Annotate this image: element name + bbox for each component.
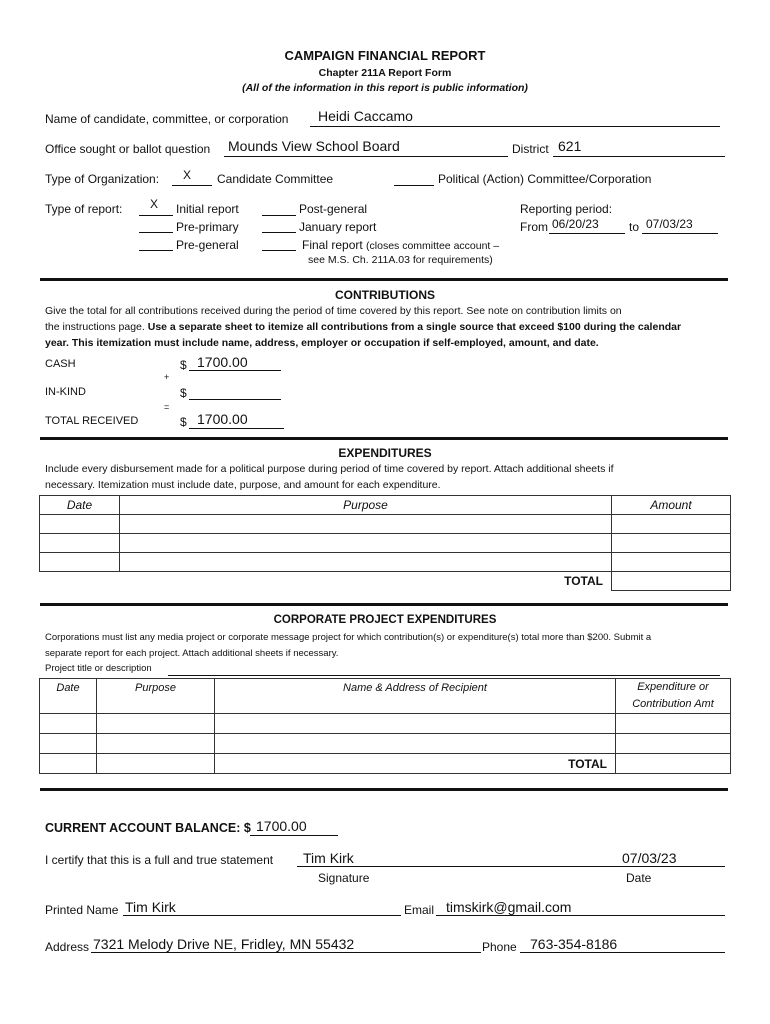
corp-col-recipient: Name & Address of Recipient xyxy=(215,679,616,714)
corporate-text-1: Corporations must list any media project or corporate message project for which contribution(s) or expenditure(s) total more than $200. Submit a xyxy=(45,632,652,643)
corporate-text-2: separate report for each project. Attach additional sheets if necessary. xyxy=(45,648,339,659)
final-note: (closes committee account – xyxy=(366,240,500,252)
total-dollar: $ xyxy=(180,415,187,429)
january-label: January report xyxy=(299,220,377,234)
preprimary-label: Pre-primary xyxy=(176,220,239,234)
email-field[interactable]: timskirk@gmail.com xyxy=(446,899,572,915)
account-balance-label: CURRENT ACCOUNT BALANCE: $ xyxy=(45,821,251,835)
contributions-text-3: year. This itemization must include name, address, employer or occupation if self-employed, amount, and date. xyxy=(45,337,599,349)
signature-field[interactable]: Tim Kirk xyxy=(303,850,354,866)
final-label: Final report xyxy=(302,238,363,252)
cash-field[interactable]: 1700.00 xyxy=(197,354,248,370)
district-field[interactable]: 621 xyxy=(558,138,582,154)
expenditures-text-2: necessary. Itemization must include date, purpose, and amount for each expenditure. xyxy=(45,479,441,491)
col-amount: Amount xyxy=(612,496,731,515)
expenditures-divider xyxy=(40,437,728,440)
district-label: District xyxy=(512,142,549,156)
corp-col-amount-2: Contribution Amt xyxy=(632,698,714,710)
corporate-total-label: TOTAL xyxy=(215,754,616,774)
period-from-label: From xyxy=(520,220,548,234)
corp-col-purpose: Purpose xyxy=(97,679,215,714)
table-row xyxy=(40,734,731,754)
total-received-label: TOTAL RECEIVED xyxy=(45,415,139,427)
org-political-label: Political (Action) Committee/Corporation xyxy=(438,172,652,186)
plus-sign: + xyxy=(164,372,170,382)
corporate-instructions xyxy=(45,630,745,662)
total-line xyxy=(189,428,284,429)
total-row xyxy=(40,754,731,774)
postgeneral-label: Post-general xyxy=(299,202,368,216)
inkind-label: IN-KIND xyxy=(45,386,86,398)
date-field[interactable]: 07/03/23 xyxy=(622,850,677,866)
district-line xyxy=(553,156,725,157)
contributions-text-2a: the instructions page. xyxy=(45,321,148,333)
january-checkbox[interactable] xyxy=(262,232,296,233)
address-field[interactable]: 7321 Melody Drive NE, Fridley, MN 55432 xyxy=(93,936,355,952)
table-cell[interactable] xyxy=(40,714,97,734)
table-cell[interactable] xyxy=(616,734,731,754)
table-cell[interactable] xyxy=(40,734,97,754)
expenditures-total-field[interactable] xyxy=(612,572,731,591)
pregeneral-label: Pre-general xyxy=(176,238,239,252)
phone-label: Phone xyxy=(482,940,517,954)
table-cell[interactable] xyxy=(97,714,215,734)
equals-sign: = xyxy=(164,402,170,412)
org-candidate-line xyxy=(172,185,212,186)
period-to-line xyxy=(642,233,718,234)
final-report-label xyxy=(302,238,499,252)
corporate-divider xyxy=(40,603,728,606)
corp-col-amount xyxy=(616,679,731,714)
table-cell[interactable] xyxy=(612,515,731,534)
cash-line xyxy=(189,370,281,371)
table-cell[interactable] xyxy=(97,734,215,754)
corp-col-amount-1: Expenditure or xyxy=(637,681,709,693)
date-label: Date xyxy=(626,871,652,885)
table-cell[interactable] xyxy=(40,515,120,534)
table-row xyxy=(40,553,731,572)
balance-divider xyxy=(40,788,728,791)
inkind-dollar: $ xyxy=(180,386,187,400)
table-cell[interactable] xyxy=(120,515,612,534)
blank-cell xyxy=(40,572,120,591)
period-from-line xyxy=(549,233,625,234)
name-field[interactable]: Heidi Caccamo xyxy=(318,108,413,124)
table-cell[interactable] xyxy=(97,754,215,774)
org-political-checkbox[interactable] xyxy=(394,185,434,186)
cash-dollar: $ xyxy=(180,358,187,372)
initial-report-label: Initial report xyxy=(176,202,239,216)
table-cell[interactable] xyxy=(616,714,731,734)
period-from-field[interactable]: 06/20/23 xyxy=(552,217,599,231)
table-cell[interactable] xyxy=(612,553,731,572)
table-cell[interactable] xyxy=(612,534,731,553)
expenditures-instructions xyxy=(45,461,735,493)
initial-line xyxy=(139,215,173,216)
corporate-heading: CORPORATE PROJECT EXPENDITURES xyxy=(273,614,497,626)
preprimary-checkbox[interactable] xyxy=(139,232,173,233)
table-cell[interactable] xyxy=(215,714,616,734)
email-label: Email xyxy=(404,903,435,917)
table-cell[interactable] xyxy=(40,553,120,572)
final-checkbox[interactable] xyxy=(262,250,296,251)
form-subtitle: Chapter 211A Report Form xyxy=(318,67,452,79)
expenditures-table xyxy=(39,495,731,591)
inkind-field[interactable] xyxy=(189,399,281,400)
col-purpose: Purpose xyxy=(120,496,612,515)
contributions-text-2b: Use a separate sheet to itemize all contributions from a single source that exceed $100 during the calendar xyxy=(147,321,682,333)
office-field[interactable]: Mounds View School Board xyxy=(228,138,400,154)
final-note-2: see M.S. Ch. 211A.03 for requirements) xyxy=(308,254,493,266)
expenditures-heading: EXPENDITURES xyxy=(338,446,432,460)
email-line xyxy=(436,915,725,916)
table-row xyxy=(40,534,731,553)
col-date: Date xyxy=(40,496,120,515)
signature-line xyxy=(297,866,725,867)
table-cell[interactable] xyxy=(215,734,616,754)
form-title: CAMPAIGN FINANCIAL REPORT xyxy=(284,48,486,63)
table-cell[interactable] xyxy=(40,534,120,553)
contributions-text-1: Give the total for all contributions received during the period of time covered by this report. See note on contribution limits on xyxy=(45,305,622,317)
period-to-label: to xyxy=(629,220,640,234)
contributions-text-2 xyxy=(45,319,735,335)
table-cell[interactable] xyxy=(120,553,612,572)
phone-field[interactable]: 763-354-8186 xyxy=(530,936,618,952)
office-label: Office sought or ballot question xyxy=(45,142,211,156)
public-info-note: (All of the information in this report is public information) xyxy=(242,82,528,94)
pregeneral-checkbox[interactable] xyxy=(139,250,173,251)
corporate-total-field[interactable] xyxy=(616,754,731,774)
address-line xyxy=(91,952,481,953)
table-cell[interactable] xyxy=(120,534,612,553)
project-title-label: Project title or description xyxy=(45,663,152,674)
initial-report-checkbox[interactable]: X xyxy=(150,197,159,211)
expenditures-text-1: Include every disbursement made for a political purpose during period of time covered by report. Attach additional sheets if xyxy=(45,463,614,475)
printed-name-label: Printed Name xyxy=(45,903,119,917)
contributions-divider xyxy=(40,278,728,281)
contributions-heading: CONTRIBUTIONS xyxy=(335,288,435,302)
phone-line xyxy=(520,952,725,953)
org-candidate-label: Candidate Committee xyxy=(217,172,334,186)
name-line xyxy=(310,126,720,127)
printed-name-field[interactable]: Tim Kirk xyxy=(125,899,176,915)
expenditures-total-label: TOTAL xyxy=(564,574,603,589)
org-type-label: Type of Organization: xyxy=(45,172,160,186)
table-row xyxy=(40,714,731,734)
total-row xyxy=(40,572,731,591)
report-type-label: Type of report: xyxy=(45,202,123,216)
reporting-period-label: Reporting period: xyxy=(520,202,613,216)
org-candidate-checkbox[interactable]: X xyxy=(183,168,192,182)
printed-name-line xyxy=(123,915,401,916)
address-label: Address xyxy=(45,940,90,954)
signature-label: Signature xyxy=(318,871,370,885)
table-row xyxy=(40,515,731,534)
account-balance-field[interactable]: 1700.00 xyxy=(256,818,307,834)
office-line xyxy=(224,156,508,157)
contributions-instructions xyxy=(45,303,735,351)
certify-statement: I certify that this is a full and true statement xyxy=(45,853,274,867)
project-title-field[interactable] xyxy=(168,675,720,676)
postgeneral-checkbox[interactable] xyxy=(262,215,296,216)
table-cell[interactable] xyxy=(40,754,97,774)
period-to-field[interactable]: 07/03/23 xyxy=(646,217,693,231)
total-received-field[interactable]: 1700.00 xyxy=(197,411,248,427)
corporate-table xyxy=(39,678,731,774)
cash-label: CASH xyxy=(45,358,76,370)
corp-col-date: Date xyxy=(40,679,97,714)
balance-line xyxy=(250,835,338,836)
name-label: Name of candidate, committee, or corporation xyxy=(45,112,289,126)
